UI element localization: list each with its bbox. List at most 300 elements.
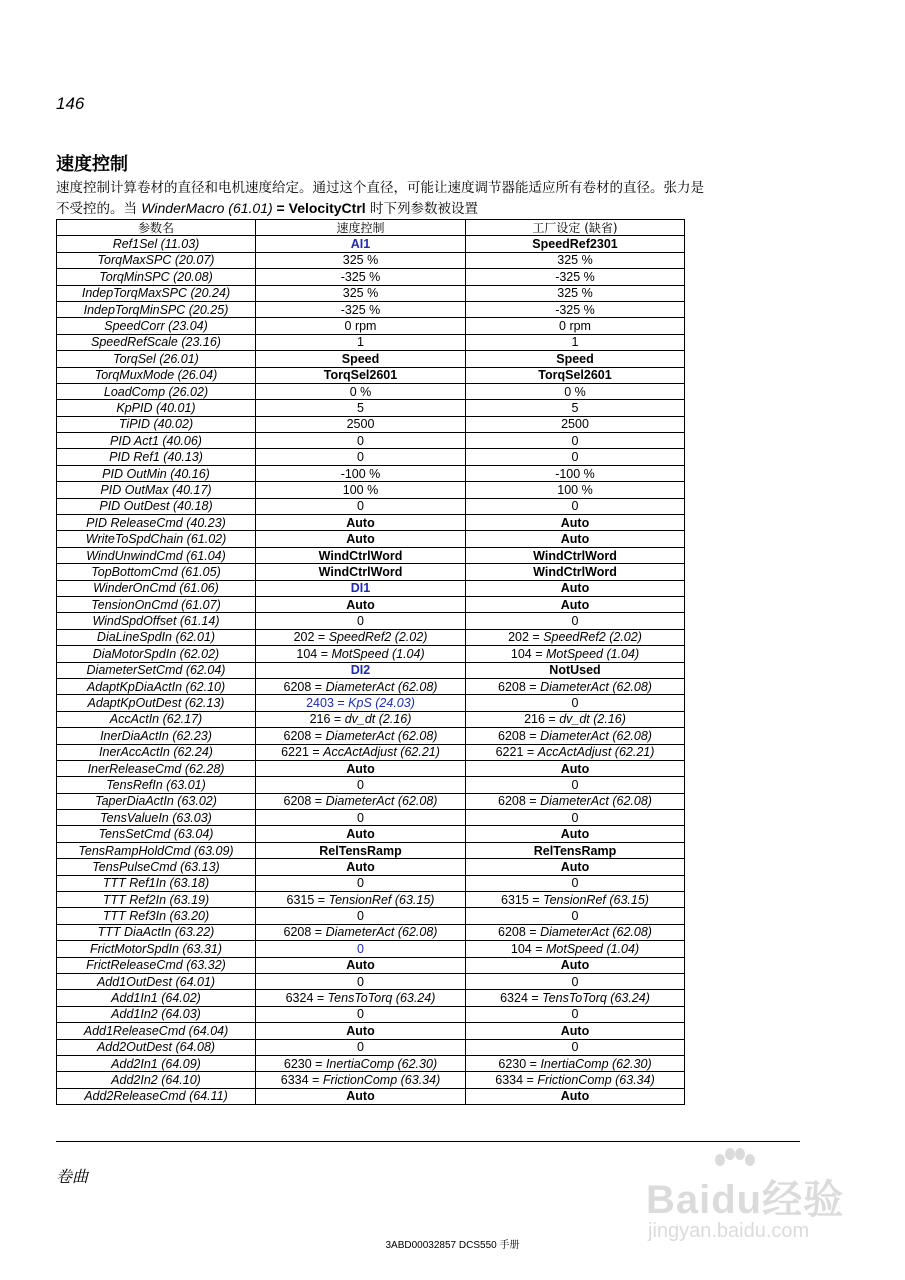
parameter-name: SpeedRefScale (23.16) xyxy=(57,334,256,350)
velocity-control-value xyxy=(256,1088,466,1104)
factory-default-value xyxy=(466,990,685,1006)
cell-value: 5 xyxy=(571,400,579,415)
table-row xyxy=(57,924,685,940)
cell-value-reference: MotSpeed (1.04) xyxy=(546,941,640,956)
cell-value-reference: DiameterAct (62.08) xyxy=(325,679,438,694)
parameter-name: InerDiaActIn (62.23) xyxy=(57,728,256,744)
factory-default-value xyxy=(466,892,685,908)
cell-value: 0 xyxy=(357,876,364,891)
cell-value: NotUsed xyxy=(549,663,601,678)
cell-value: 2500 xyxy=(561,417,589,432)
velocity-control-value xyxy=(256,334,466,350)
parameter-name: Add1In1 (64.02) xyxy=(57,990,256,1006)
velocity-control-value xyxy=(256,629,466,645)
factory-default-value xyxy=(466,383,685,399)
cell-value-reference: AccActAdjust (62.21) xyxy=(323,745,440,760)
cell-value: Auto xyxy=(560,827,590,842)
factory-default-value xyxy=(466,416,685,432)
parameter-name: Add1OutDest (64.01) xyxy=(57,973,256,989)
parameter-name: TensRefIn (63.01) xyxy=(57,777,256,793)
cell-value-reference: FrictionComp (63.34) xyxy=(322,1073,441,1087)
header-factory-default: 工厂设定 (缺省) xyxy=(466,220,685,236)
factory-default-value xyxy=(466,269,685,285)
cell-value: WindCtrlWord xyxy=(533,548,617,563)
parameter-name: LoadComp (26.02) xyxy=(57,383,256,399)
parameter-name: Add2In1 (64.09) xyxy=(57,1055,256,1071)
factory-default-value xyxy=(466,400,685,416)
velocity-control-value xyxy=(256,793,466,809)
cell-value-reference: MotSpeed (1.04) xyxy=(331,646,425,661)
cell-value: 0 xyxy=(571,876,579,891)
factory-default-value xyxy=(466,777,685,793)
table-row xyxy=(57,990,685,1006)
factory-default-value xyxy=(466,465,685,481)
cell-value: 0 xyxy=(571,909,579,924)
cell-value: 0 xyxy=(571,777,579,792)
cell-value: Auto xyxy=(560,958,590,973)
cell-value-reference: SpeedRef2 (2.02) xyxy=(328,630,428,645)
cell-value-prefix: 6208 = xyxy=(283,925,326,940)
parameter-name: TorqMuxMode (26.04) xyxy=(57,367,256,383)
parameter-name: DiameterSetCmd (62.04) xyxy=(57,662,256,678)
parameter-name: PID OutMin (40.16) xyxy=(57,465,256,481)
cell-value: -325 % xyxy=(340,302,381,317)
factory-default-value xyxy=(466,826,685,842)
cell-value-prefix: 202 = xyxy=(508,630,544,645)
parameter-name: Add1In2 (64.03) xyxy=(57,1006,256,1022)
parameter-name: PID Act1 (40.06) xyxy=(57,433,256,449)
table-row xyxy=(57,646,685,662)
velocity-control-value xyxy=(256,695,466,711)
factory-default-value xyxy=(466,613,685,629)
velocity-control-value xyxy=(256,1072,466,1088)
watermark-url: jingyan.baidu.com xyxy=(648,1220,810,1242)
table-row xyxy=(57,908,685,924)
parameter-name: Ref1Sel (11.03) xyxy=(57,236,256,252)
parameter-name: InerAccActIn (62.24) xyxy=(57,744,256,760)
table-row xyxy=(57,662,685,678)
parameter-name: SpeedCorr (23.04) xyxy=(57,318,256,334)
velocity-control-value xyxy=(256,400,466,416)
cell-value-reference: InertiaComp (62.30) xyxy=(540,1056,652,1071)
parameter-name: IndepTorqMaxSPC (20.24) xyxy=(57,285,256,301)
cell-value: 0 xyxy=(357,450,364,465)
parameter-name: PID Ref1 (40.13) xyxy=(57,449,256,465)
velocity-control-value xyxy=(256,728,466,744)
cell-value-prefix: 6208 = xyxy=(283,794,326,809)
table-row xyxy=(57,1039,685,1055)
cell-value: 0 xyxy=(357,777,364,792)
cell-value: -100 % xyxy=(340,466,381,481)
table-row xyxy=(57,547,685,563)
factory-default-value xyxy=(466,449,685,465)
cell-value-reference: MotSpeed (1.04) xyxy=(546,646,640,661)
intro-line-2-pre: 不受控的。当 xyxy=(56,201,142,217)
factory-default-value xyxy=(466,793,685,809)
factory-default-value xyxy=(466,1088,685,1104)
cell-value: 0 xyxy=(357,499,364,514)
cell-value-reference: TensionRef (63.15) xyxy=(543,892,649,907)
cell-value: 0 xyxy=(571,696,579,711)
parameter-name: AccActIn (62.17) xyxy=(57,711,256,727)
cell-value-prefix: 6208 = xyxy=(283,679,326,694)
parameter-name: KpPID (40.01) xyxy=(57,400,256,416)
table-row xyxy=(57,531,685,547)
cell-value: Auto xyxy=(560,859,590,874)
cell-value-reference: TensToTorq (63.24) xyxy=(327,991,436,1006)
cell-value: WindCtrlWord xyxy=(533,564,617,579)
velocity-control-value xyxy=(256,351,466,367)
parameter-name: TensValueIn (63.03) xyxy=(57,810,256,826)
factory-default-value xyxy=(466,875,685,891)
page-number: 146 xyxy=(56,94,85,113)
velocity-control-value xyxy=(256,1055,466,1071)
velocity-control-value xyxy=(256,973,466,989)
parameter-name: AdaptKpOutDest (62.13) xyxy=(57,695,256,711)
table-row xyxy=(57,367,685,383)
cell-value: 0 xyxy=(571,499,579,514)
cell-value: Auto xyxy=(346,958,375,973)
parameter-name: TiPID (40.02) xyxy=(57,416,256,432)
intro-line-1: 速度控制计算卷材的直径和电机速度给定。通过这个直径，可能让速度调节器能适应所有卷材的直径。张力是 xyxy=(56,180,704,196)
cell-value: Auto xyxy=(560,1023,590,1038)
factory-default-value xyxy=(466,662,685,678)
cell-value: 325 % xyxy=(557,286,593,301)
velocity-control-value xyxy=(256,301,466,317)
velocity-control-value xyxy=(256,515,466,531)
cell-value: 325 % xyxy=(342,286,379,301)
parameter-name: AdaptKpDiaActIn (62.10) xyxy=(57,678,256,694)
intro-paragraph xyxy=(56,178,796,219)
cell-value: Speed xyxy=(556,351,594,366)
cell-value: Speed xyxy=(341,351,380,366)
cell-value-prefix: 6208 = xyxy=(498,925,541,940)
cell-value: Auto xyxy=(560,1089,590,1104)
cell-value: Auto xyxy=(346,1089,375,1104)
cell-value-prefix: 202 = xyxy=(293,630,329,645)
parameter-name: FrictMotorSpdIn (63.31) xyxy=(57,941,256,957)
velocity-control-value xyxy=(256,662,466,678)
cell-value-reference: DiameterAct (62.08) xyxy=(325,728,438,743)
table-row xyxy=(57,810,685,826)
table-row xyxy=(57,678,685,694)
cell-value: 0 % xyxy=(349,384,372,399)
parameter-name: TorqMinSPC (20.08) xyxy=(57,269,256,285)
table-row xyxy=(57,859,685,875)
watermark xyxy=(640,1148,860,1258)
table-row xyxy=(57,826,685,842)
parameter-name: WriteToSpdChain (61.02) xyxy=(57,531,256,547)
cell-value-prefix: 6315 = xyxy=(501,892,544,907)
cell-value: Auto xyxy=(346,827,375,842)
factory-default-value xyxy=(466,957,685,973)
velocity-control-value xyxy=(256,777,466,793)
cell-value-prefix: 6230 = xyxy=(283,1056,326,1071)
factory-default-value xyxy=(466,842,685,858)
cell-value-reference: TensToTorq (63.24) xyxy=(542,991,650,1006)
table-row xyxy=(57,711,685,727)
factory-default-value xyxy=(466,646,685,662)
parameter-name: PID ReleaseCmd (40.23) xyxy=(57,515,256,531)
table-row xyxy=(57,973,685,989)
cell-value: Auto xyxy=(346,761,375,776)
factory-default-value xyxy=(466,908,685,924)
header-parameter-name: 参数名 xyxy=(57,220,256,236)
table-row xyxy=(57,1055,685,1071)
cell-value-prefix: 104 = xyxy=(510,941,546,956)
cell-value: TorqSel2601 xyxy=(538,368,612,383)
velocity-control-value xyxy=(256,908,466,924)
velocity-control-value xyxy=(256,875,466,891)
cell-value: 0 rpm xyxy=(559,319,591,334)
table-row xyxy=(57,1072,685,1088)
table-row xyxy=(57,941,685,957)
cell-value-prefix: 216 = xyxy=(524,712,560,727)
cell-value: 0 xyxy=(357,614,364,629)
footer-divider xyxy=(56,1141,800,1142)
factory-default-value xyxy=(466,695,685,711)
velocity-control-value xyxy=(256,1006,466,1022)
cell-value: 0 xyxy=(571,974,579,989)
cell-value-prefix: 6324 = xyxy=(500,991,543,1006)
cell-value: 0 xyxy=(571,614,579,629)
cell-value: Auto xyxy=(346,859,375,874)
cell-value: 0 xyxy=(571,433,579,448)
table-row xyxy=(57,613,685,629)
velocity-control-value xyxy=(256,580,466,596)
table-row xyxy=(57,596,685,612)
parameter-name: FrictReleaseCmd (63.32) xyxy=(57,957,256,973)
table-row xyxy=(57,498,685,514)
table-row xyxy=(57,629,685,645)
cell-value-prefix: 104 = xyxy=(510,646,546,661)
cell-value: 1 xyxy=(571,335,579,350)
factory-default-value xyxy=(466,941,685,957)
velocity-control-value xyxy=(256,531,466,547)
table-row xyxy=(57,400,685,416)
parameter-name: TorqMaxSPC (20.07) xyxy=(57,252,256,268)
parameter-name: WindSpdOffset (61.14) xyxy=(57,613,256,629)
parameter-name: TTT Ref1In (63.18) xyxy=(57,875,256,891)
velocity-control-value xyxy=(256,465,466,481)
factory-default-value xyxy=(466,515,685,531)
cell-value: 0 xyxy=(571,1040,579,1055)
factory-default-value xyxy=(466,498,685,514)
factory-default-value xyxy=(466,596,685,612)
cell-value-reference: FrictionComp (63.34) xyxy=(537,1073,655,1087)
velocity-control-value xyxy=(256,892,466,908)
velocity-control-value xyxy=(256,285,466,301)
velocity-control-value xyxy=(256,433,466,449)
cell-value-reference: TensionRef (63.15) xyxy=(328,892,435,907)
parameter-name: PID OutMax (40.17) xyxy=(57,482,256,498)
footer-section-label: 卷曲 xyxy=(56,1167,89,1186)
cell-value-prefix: 6208 = xyxy=(498,679,541,694)
table-row xyxy=(57,383,685,399)
cell-value: 0 xyxy=(357,909,364,924)
parameter-name: TTT DiaActIn (63.22) xyxy=(57,924,256,940)
cell-value: 325 % xyxy=(557,253,593,268)
parameter-name: DiaLineSpdIn (62.01) xyxy=(57,629,256,645)
cell-value: 0 xyxy=(357,1040,364,1055)
factory-default-value xyxy=(466,433,685,449)
velocity-control-value xyxy=(256,613,466,629)
cell-value: SpeedRef2301 xyxy=(532,237,618,252)
table-row xyxy=(57,875,685,891)
table-header-row xyxy=(57,220,685,236)
parameter-name: Add2In2 (64.10) xyxy=(57,1072,256,1088)
cell-value-prefix: 6221 = xyxy=(495,745,538,760)
cell-value: 0 xyxy=(357,433,364,448)
table-row xyxy=(57,777,685,793)
parameter-name: PID OutDest (40.18) xyxy=(57,498,256,514)
velocity-control-value xyxy=(256,826,466,842)
cell-value: Auto xyxy=(560,761,590,776)
watermark-brand: Baidu经验 xyxy=(646,1178,845,1222)
cell-value-prefix: 6230 = xyxy=(498,1056,541,1071)
table-row xyxy=(57,842,685,858)
table-row xyxy=(57,1088,685,1104)
velocity-control-value xyxy=(256,711,466,727)
cell-value: 0 xyxy=(571,1007,579,1022)
cell-value-reference: DiameterAct (62.08) xyxy=(540,728,652,743)
table-row xyxy=(57,744,685,760)
cell-value: -325 % xyxy=(340,269,381,284)
cell-value: -100 % xyxy=(555,466,595,481)
velocity-control-value xyxy=(256,859,466,875)
cell-value: WindCtrlWord xyxy=(318,548,403,563)
velocity-control-value xyxy=(256,416,466,432)
factory-default-value xyxy=(466,564,685,580)
cell-value-reference: InertiaComp (62.30) xyxy=(325,1056,438,1071)
section-title: 速度控制 xyxy=(56,154,128,175)
cell-value-reference: DiameterAct (62.08) xyxy=(325,925,438,940)
factory-default-value xyxy=(466,859,685,875)
intro-parameter: WinderMacro (61.01) xyxy=(141,200,273,216)
cell-value: 5 xyxy=(357,400,364,415)
cell-value-reference: KpS (24.03) xyxy=(348,696,415,711)
factory-default-value xyxy=(466,728,685,744)
cell-value-reference: DiameterAct (62.08) xyxy=(540,679,652,694)
velocity-control-value xyxy=(256,760,466,776)
cell-value-prefix: 6208 = xyxy=(498,794,541,809)
cell-value: 1 xyxy=(357,335,364,350)
velocity-control-value xyxy=(256,924,466,940)
factory-default-value xyxy=(466,285,685,301)
factory-default-value xyxy=(466,351,685,367)
cell-value: 0 xyxy=(357,1007,364,1022)
cell-value: WindCtrlWord xyxy=(318,564,403,579)
cell-value: 2500 xyxy=(346,417,375,432)
cell-value-prefix: 6221 = xyxy=(281,745,324,760)
velocity-control-value xyxy=(256,1023,466,1039)
factory-default-value xyxy=(466,367,685,383)
velocity-control-value xyxy=(256,482,466,498)
table-row xyxy=(57,465,685,481)
parameter-name: WindUnwindCmd (61.04) xyxy=(57,547,256,563)
cell-value-prefix: 104 = xyxy=(296,646,332,661)
factory-default-value xyxy=(466,678,685,694)
table-row xyxy=(57,695,685,711)
table-row xyxy=(57,728,685,744)
header-velocity-control: 速度控制 xyxy=(256,220,466,236)
cell-value-reference: DiameterAct (62.08) xyxy=(540,925,652,940)
cell-value: AI1 xyxy=(350,237,371,252)
parameter-name: InerReleaseCmd (62.28) xyxy=(57,760,256,776)
cell-value-prefix: 6334 = xyxy=(495,1073,538,1087)
table-row xyxy=(57,301,685,317)
velocity-control-value xyxy=(256,842,466,858)
cell-value-prefix: 6334 = xyxy=(280,1073,323,1087)
factory-default-value xyxy=(466,482,685,498)
table-row xyxy=(57,580,685,596)
cell-value: TorqSel2601 xyxy=(323,368,398,383)
cell-value: DI2 xyxy=(350,663,371,678)
factory-default-value xyxy=(466,760,685,776)
parameter-name: TensRampHoldCmd (63.09) xyxy=(57,842,256,858)
table-row xyxy=(57,269,685,285)
parameter-name: TensionOnCmd (61.07) xyxy=(57,596,256,612)
parameter-name: TaperDiaActIn (63.02) xyxy=(57,793,256,809)
table-row xyxy=(57,957,685,973)
parameter-name: IndepTorqMinSPC (20.25) xyxy=(57,301,256,317)
cell-value: Auto xyxy=(346,515,375,530)
factory-default-value xyxy=(466,1072,685,1088)
intro-line-2-post: 时下列参数被设置 xyxy=(365,201,478,217)
table-row xyxy=(57,793,685,809)
table-row xyxy=(57,318,685,334)
cell-value: 0 xyxy=(357,974,364,989)
parameter-name: Add2ReleaseCmd (64.11) xyxy=(57,1088,256,1104)
table-body xyxy=(57,236,685,1105)
cell-value: Auto xyxy=(560,532,590,547)
footer-document-id: 3ABD00032857 DCS550 手册 xyxy=(385,1240,520,1251)
cell-value-reference: dv_dt (2.16) xyxy=(559,712,626,727)
cell-value-prefix: 6208 = xyxy=(283,728,326,743)
factory-default-value xyxy=(466,547,685,563)
intro-line-2 xyxy=(56,198,796,219)
table-row xyxy=(57,252,685,268)
velocity-control-value xyxy=(256,744,466,760)
factory-default-value xyxy=(466,334,685,350)
table-row xyxy=(57,515,685,531)
cell-value-reference: DiameterAct (62.08) xyxy=(540,794,652,809)
factory-default-value xyxy=(466,252,685,268)
factory-default-value xyxy=(466,301,685,317)
parameter-name: TorqSel (26.01) xyxy=(57,351,256,367)
velocity-control-value xyxy=(256,564,466,580)
table-row xyxy=(57,482,685,498)
velocity-control-value xyxy=(256,596,466,612)
cell-value: Auto xyxy=(346,1023,375,1038)
cell-value: Auto xyxy=(346,597,375,612)
table-row xyxy=(57,449,685,465)
cell-value-reference: DiameterAct (62.08) xyxy=(325,794,438,809)
cell-value-prefix: 6208 = xyxy=(498,728,541,743)
factory-default-value xyxy=(466,744,685,760)
factory-default-value xyxy=(466,236,685,252)
table-row xyxy=(57,334,685,350)
velocity-control-value xyxy=(256,318,466,334)
table-row xyxy=(57,236,685,252)
factory-default-value xyxy=(466,318,685,334)
velocity-control-value xyxy=(256,383,466,399)
velocity-control-value xyxy=(256,269,466,285)
cell-value: Auto xyxy=(346,532,375,547)
intro-equals: = xyxy=(272,200,289,216)
factory-default-value xyxy=(466,1006,685,1022)
velocity-control-value xyxy=(256,941,466,957)
